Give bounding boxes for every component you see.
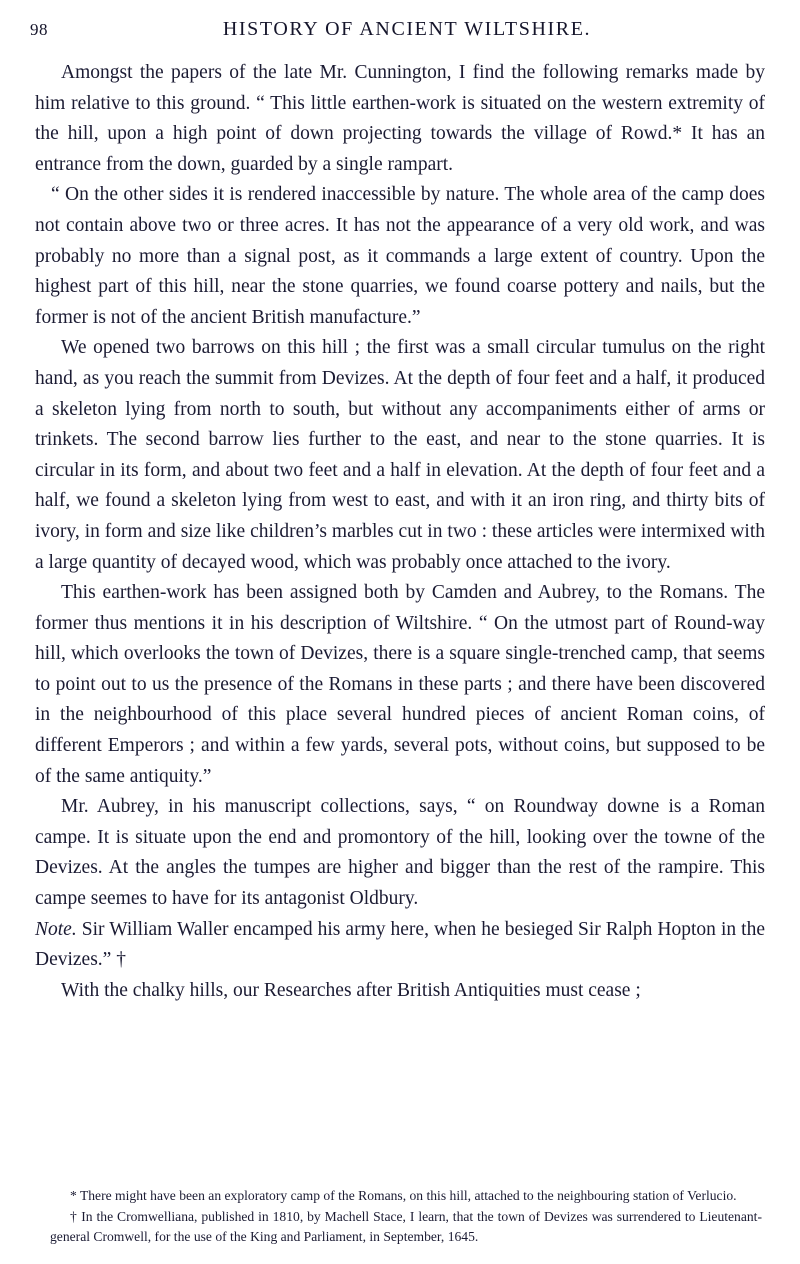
note-label: Note. — [35, 918, 77, 940]
paragraph: With the chalky hills, our Researches after British Antiquities must cease ; — [61, 979, 641, 1001]
page-header — [30, 18, 770, 52]
footnote-text: There might have been an exploratory camp of the Romans, on this hill, attached to the neighbouring station of Verlucio. — [79, 1187, 737, 1203]
paragraph: We opened two barrows on this hill ; the first was a small circular tumulus on the right hand, as you reach the summit from Devizes. At the depth of four feet and a half, it produced a skeleton lying from north to south, but without any accompaniments either of arms or trinkets. The second barrow lies further to the east, and near to the stone quarries. It is circular in its form, and about two feet and a half in elevation. At the depth of four feet and a half, we found a skeleton lying from west to east, and with it an iron ring, and thirty bits of ivory, in form and size like children’s marbles cut in two : these articles were intermixed with a large quantity of decayed wood, which was probably once attached to the ivory. — [35, 337, 765, 573]
page-number: 98 — [30, 20, 48, 39]
note-text: Sir William Waller encamped his army here, when he besieged Sir Ralph Hopton in the Devizes.” † — [35, 918, 765, 971]
footnote — [50, 1207, 762, 1246]
footnote-text: In the Cromwelliana, published in 1810, by Machell Stace, I learn, that the town of Devizes was surrendered to Lieutenant-general Cromwell, for the use of the King and Parliament, in September, 1645. — [50, 1209, 762, 1244]
running-title: HISTORY OF ANCIENT WILTSHIRE. — [222, 18, 592, 40]
footnote-marker: † — [70, 1209, 78, 1224]
paragraph-note — [35, 915, 765, 976]
footnote — [50, 1186, 762, 1206]
paragraph: Amongst the papers of the late Mr. Cunnington, I find the following remarks made by him relative to this ground. “ This little earthen-work is situated on the western extremity of the hill, upon a high point of down projecting towards the village of Rowd.* It has an entrance from the down, guarded by a single rampart. — [35, 62, 765, 175]
body-text — [35, 58, 765, 1006]
paragraph: Mr. Aubrey, in his manuscript collections, says, “ on Roundway downe is a Roman campe. It is situate upon the end and promontory of the hill, looking over the towne of the Devizes. At the angles the tumpes are higher and bigger than the rest of the rampire. This campe seemes to have for its antagonist Oldbury. — [35, 796, 765, 910]
footnotes — [50, 1178, 762, 1249]
footnote-marker: * — [70, 1187, 77, 1203]
paragraph: “ On the other sides it is rendered inaccessible by nature. The whole area of the camp does not contain above two or three acres. It has not the appearance of a very old work, and was probably no more than a signal post, as it commands a large extent of country. Upon the highest part of this hill, near the stone quarries, we found coarse pottery and nails, but the former is not of the ancient British manufacture.” — [35, 184, 765, 328]
paragraph: This earthen-work has been assigned both by Camden and Aubrey, to the Romans. The former thus mentions it in his description of Wiltshire. “ On the utmost part of Round-way hill, which overlooks the town of Devizes, there is a square single-trenched camp, that seems to point out to us the presence of the Romans in these parts ; and there have been discovered in the neighbourhood of this place several hundred pieces of ancient Roman coins, of different Emperors ; and within a few yards, several pots, without coins, but supposed to be of the same antiquity.” — [35, 582, 765, 787]
